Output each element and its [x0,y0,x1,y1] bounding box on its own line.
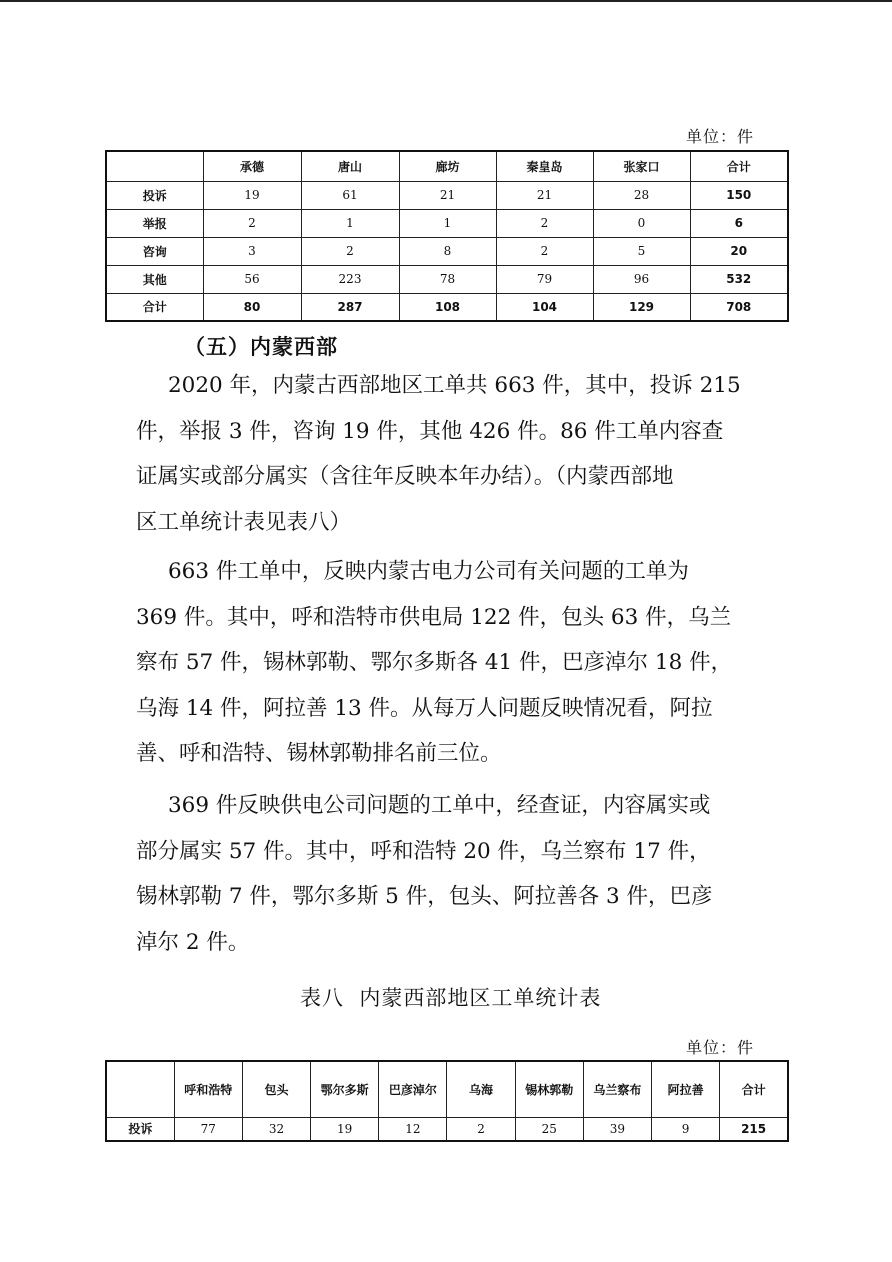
table-cell: 223 [301,265,399,293]
table-cell: 2 [496,237,593,265]
table-cell: 32 [242,1117,310,1141]
table-cell: 0 [593,209,690,237]
paragraph-1 [136,363,760,545]
row-total: 215 [720,1117,788,1141]
table-cell: 77 [174,1117,242,1141]
table8-col-header: 包头 [242,1061,310,1117]
table8-col-header: 巴彦淖尔 [379,1061,447,1117]
paragraph-line: 件，举报 3 件，咨询 19 件，其他 426 件。86 件工单内容查 [136,418,724,444]
paragraph-line: 证属实或部分属实（含往年反映本年办结）。（内蒙西部地 [136,464,674,489]
table8-unit: 单位：件 [686,1038,755,1057]
table8-caption: 表八 内蒙西部地区工单统计表 [300,986,602,1010]
table-cell: 2 [301,237,399,265]
table7-col-header: 秦皇岛 [496,151,593,181]
table7-col-header: 承德 [203,151,301,181]
table8-corner-cell [106,1061,174,1117]
table8 [105,1060,789,1142]
table-cell: 56 [203,265,301,293]
paragraph-line: 663 件工单中，反映内蒙古电力公司有关问题的工单为 [168,559,689,584]
table-row-total [106,293,788,321]
table8-col-header: 乌海 [447,1061,515,1117]
table-cell: 5 [593,237,690,265]
table7-col-header: 张家口 [593,151,690,181]
row-total: 20 [690,237,788,265]
table8-col-header: 合计 [720,1061,788,1117]
row-total: 6 [690,209,788,237]
table7-col-header: 合计 [690,151,788,181]
table8-col-header: 呼和浩特 [174,1061,242,1117]
table-cell: 12 [379,1117,447,1141]
table-cell: 1 [399,209,496,237]
table-row [106,1117,788,1141]
section-heading: （五）内蒙西部 [184,334,338,359]
paragraph-line: 369 件反映供电公司问题的工单中，经查证，内容属实或 [168,793,711,818]
table-cell: 78 [399,265,496,293]
table-cell: 39 [583,1117,651,1141]
table-cell: 287 [301,293,399,321]
row-total: 532 [690,265,788,293]
table8-col-header: 阿拉善 [652,1061,720,1117]
table-cell: 19 [203,181,301,209]
table-cell: 2 [203,209,301,237]
table-cell: 61 [301,181,399,209]
paragraph-line: 淖尔 2 件。 [136,929,250,955]
table-row [106,237,788,265]
table8-col-header: 锡林郭勒 [515,1061,583,1117]
row-label: 其他 [106,265,203,293]
table8-header-row [106,1061,788,1117]
table-cell: 2 [496,209,593,237]
row-total: 708 [690,293,788,321]
table-cell: 108 [399,293,496,321]
paragraph-line: 善、呼和浩特、锡林郭勒排名前三位。 [136,741,502,766]
table-row [106,265,788,293]
table-row [106,181,788,209]
paragraph-2 [136,549,760,777]
row-label: 咨询 [106,237,203,265]
table-cell: 19 [311,1117,379,1141]
table-cell: 8 [399,237,496,265]
row-label: 合计 [106,293,203,321]
table-cell: 21 [399,181,496,209]
table7 [105,150,789,322]
table-cell: 80 [203,293,301,321]
table-cell: 79 [496,265,593,293]
table-cell: 129 [593,293,690,321]
table8-col-header: 乌兰察布 [583,1061,651,1117]
paragraph-line: 察布 57 件，锡林郭勒、鄂尔多斯各 41 件，巴彦淖尔 18 件， [136,650,733,675]
table-cell: 1 [301,209,399,237]
table-cell: 21 [496,181,593,209]
table-cell: 2 [447,1117,515,1141]
table-cell: 25 [515,1117,583,1141]
paragraph-line: 区工单统计表见表八） [136,509,352,535]
table8-col-header: 鄂尔多斯 [311,1061,379,1117]
paragraph-3 [136,783,760,965]
paragraph-line: 369 件。其中，呼和浩特市供电局 122 件，包头 63 件，乌兰 [136,604,732,630]
row-label: 举报 [106,209,203,237]
table-cell: 9 [652,1117,720,1141]
paragraph-line: 锡林郭勒 7 件，鄂尔多斯 5 件，包头、阿拉善各 3 件，巴彦 [136,884,713,909]
row-label: 投诉 [106,181,203,209]
table7-corner-cell [106,151,203,181]
table7-unit: 单位：件 [686,127,755,146]
paragraph-line: 部分属实 57 件。其中，呼和浩特 20 件，乌兰察布 17 件， [136,838,711,864]
table-row [106,209,788,237]
table7-col-header: 廊坊 [399,151,496,181]
paragraph-line: 2020 年，内蒙古西部地区工单共 663 件，其中，投诉 215 [168,373,741,398]
table-cell: 104 [496,293,593,321]
row-label: 投诉 [106,1117,174,1141]
table-cell: 96 [593,265,690,293]
table7-col-header: 唐山 [301,151,399,181]
row-total: 150 [690,181,788,209]
table7-header-row [106,151,788,181]
page-top-border [0,0,892,2]
table-cell: 3 [203,237,301,265]
paragraph-line: 乌海 14 件，阿拉善 13 件。从每万人问题反映情况看，阿拉 [136,695,713,721]
table-cell: 28 [593,181,690,209]
